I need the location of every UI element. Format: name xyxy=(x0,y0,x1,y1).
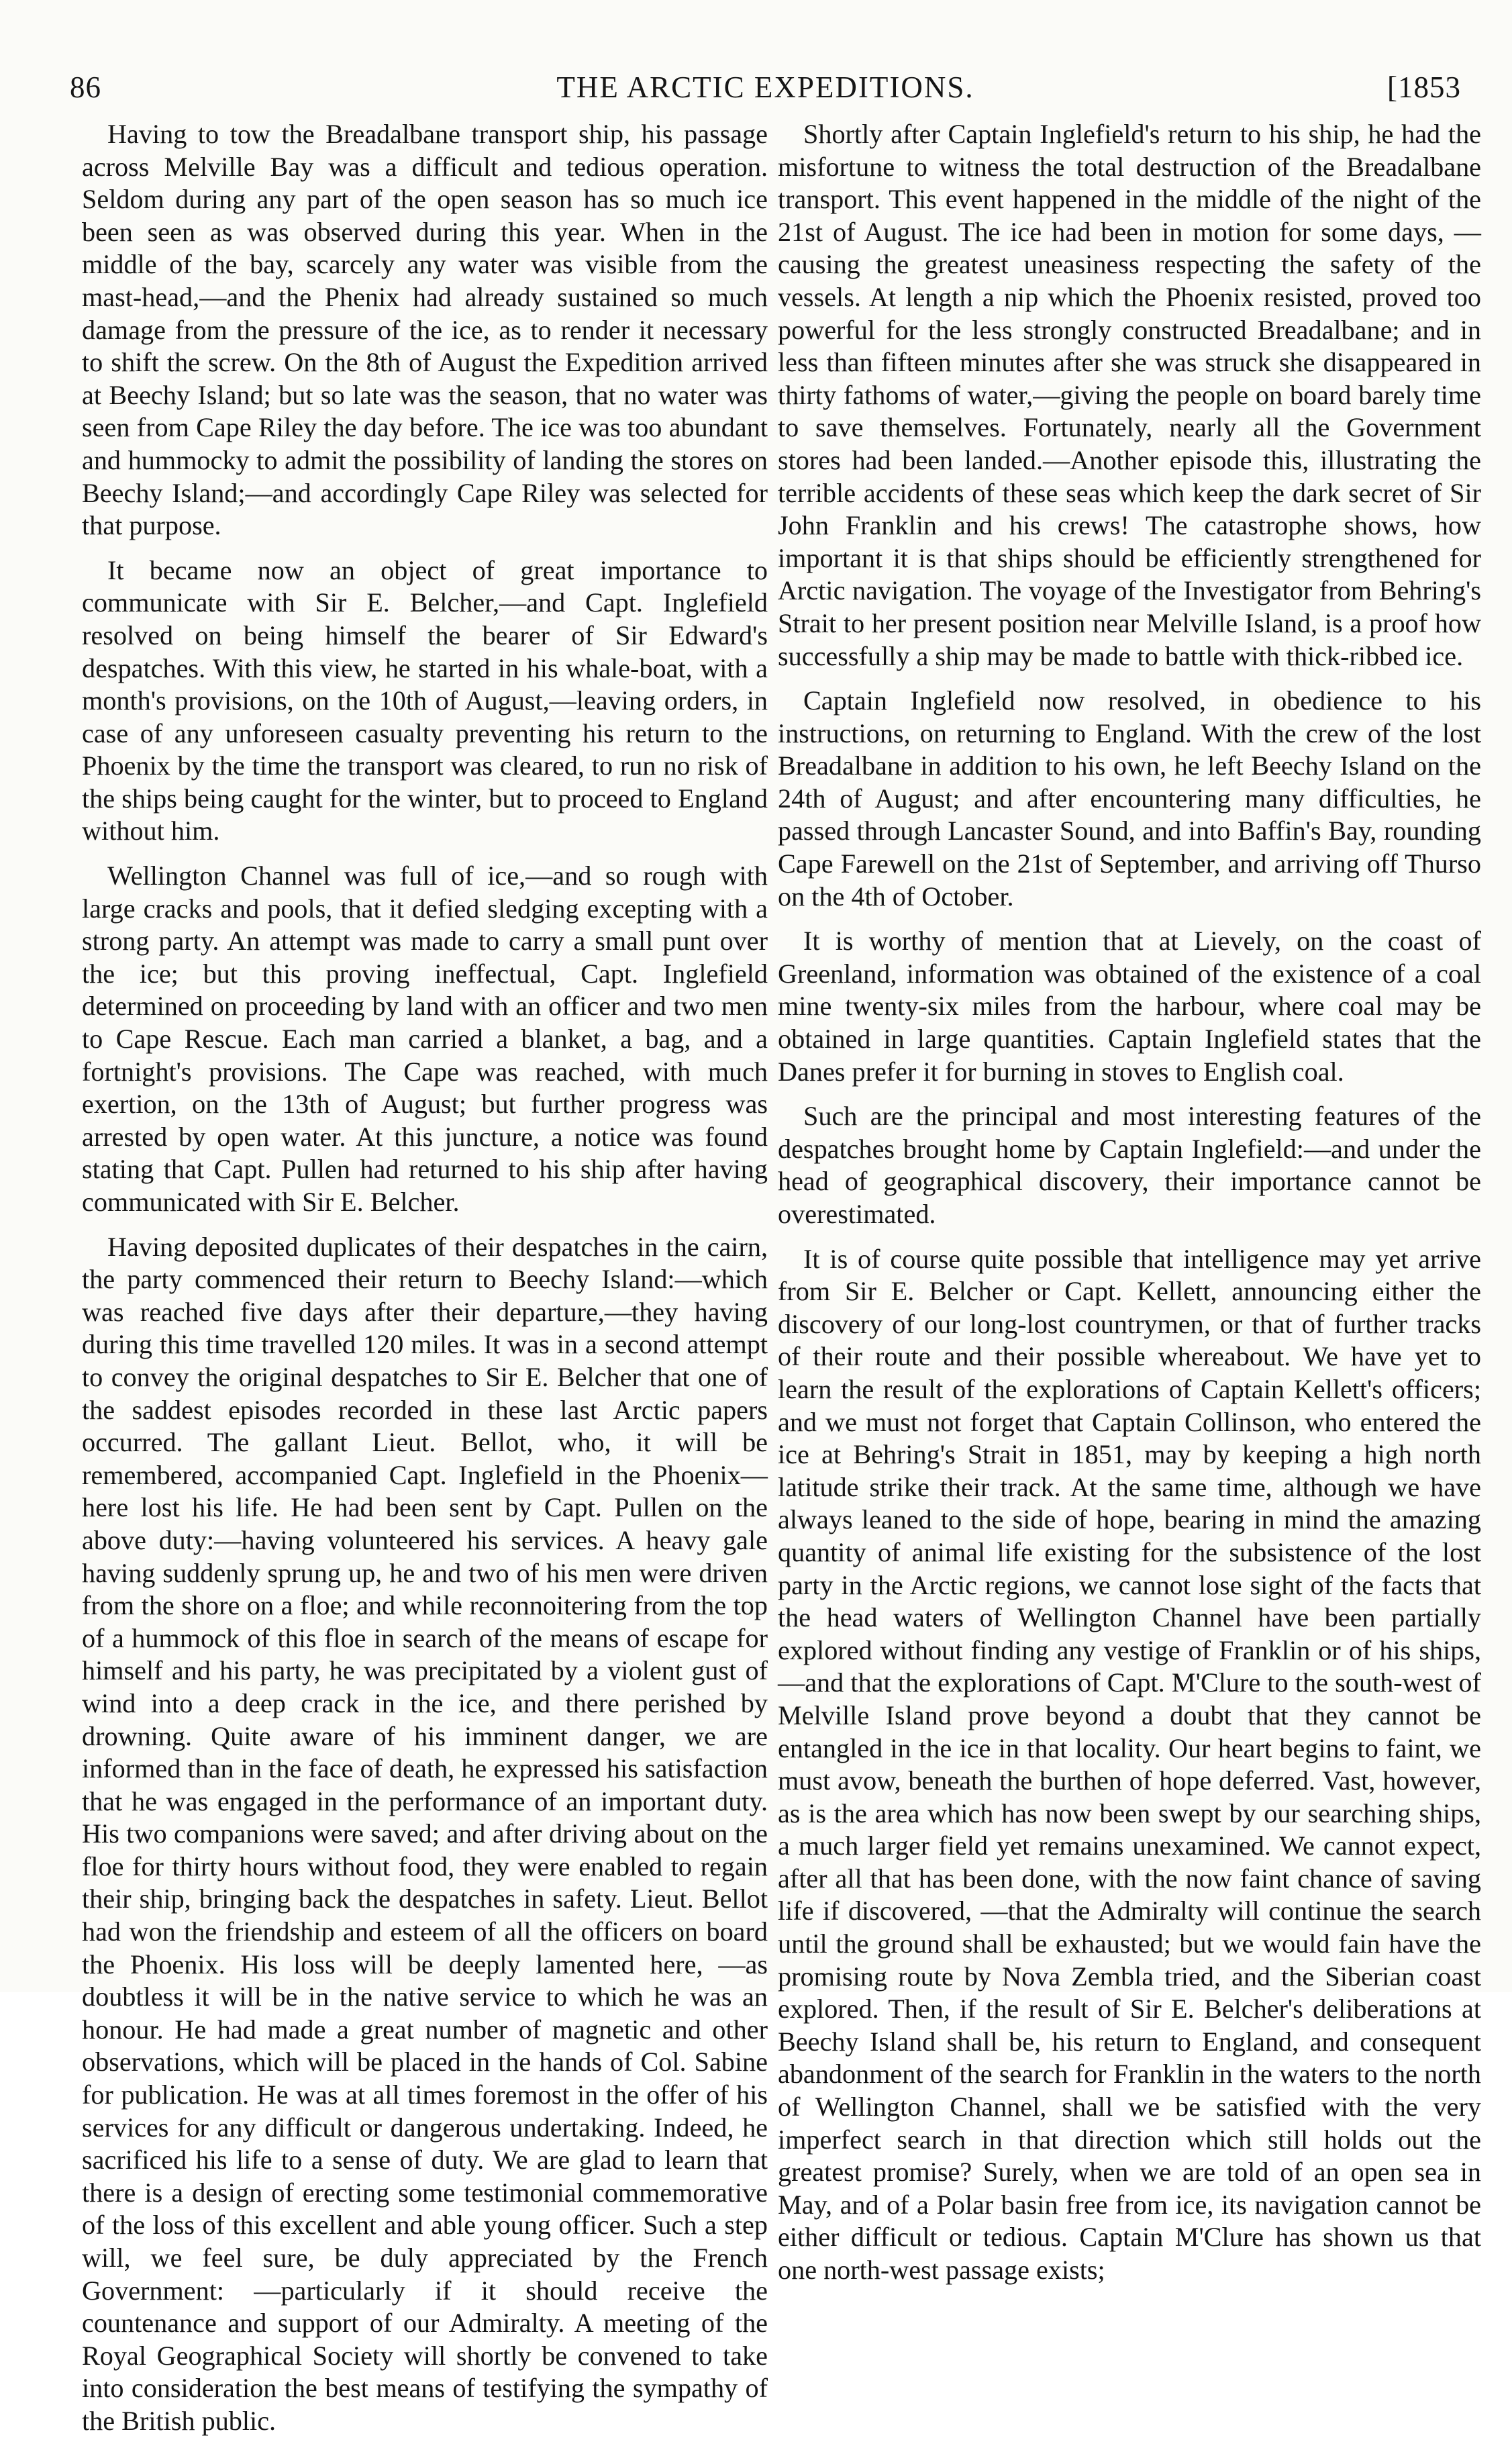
running-head xyxy=(70,70,1461,110)
paragraph-breadalbane-loss: Shortly after Captain Inglefield's return to his ship, he had the misfortune to witness the total destruction of the Breadalbane transport. This event happened in the middle of the night of the 21st of August. The ice had been in motion for some days, —causing the greatest uneasiness respecting the safety of the vessels. At length a nip which the Phoenix resisted, proved too powerful for the less strongly constructed Breadalbane; and in less than fifteen minutes after she was struck she disappeared in thirty fathoms of water,—giving the people on board barely time to save themselves. Fortunately, nearly all the Government stores had been landed.—Another episode this, illustrating the terrible accidents of these seas which keep the dark secret of Sir John Franklin and his crews! The catastrophe shows, how important it is that ships should be efficiently strengthened for Arctic navigation. The voyage of the Investigator from Behring's Strait to her present position near Melville Island, is a proof how successfully a ship may be made to battle with thick-ribbed ice. xyxy=(778,119,1481,671)
left-column xyxy=(82,118,768,2450)
paragraph-belcher-despatches: It became now an object of great importance to communicate with Sir E. Belcher,—and Capt. Inglefield resolved on being himself the bearer of Sir Edward's despatches. With this view, he started in his whale-boat, with a month's provisions, on the 10th of August,—leaving orders, in case of any unforeseen casualty preventing his return to the Phoenix by the time the transport was cleared, to run no risk of the ships being caught for the winter, but to proceed to England without him. xyxy=(82,554,768,846)
issue-year: [1853 xyxy=(1387,70,1461,104)
page-title: THE ARCTIC EXPEDITIONS. xyxy=(556,70,974,104)
paragraph-despatches-summary: Such are the principal and most interesting features of the despatches brought home by Captain Inglefield:—and under the head of geographical discovery, their importance cannot be overestimated. xyxy=(778,1101,1481,1229)
paragraph-wellington-channel: Wellington Channel was full of ice,—and so rough with large cracks and pools, that it defied sledging excepting with a strong party. An attempt was made to carry a small punt over the ice; but this proving ineffectual, Capt. Inglefield determined on proceeding by land with an officer and two men to Cape Rescue. Each man carried a blanket, a bag, and a fortnight's provisions. The Cape was reached, with much exertion, on the 13th of August; but further progress was arrested by open water. At this juncture, a notice was found stating that Capt. Pullen had returned to his ship after having communicated with Sir E. Belcher. xyxy=(82,861,768,1217)
paragraph-coal-mine: It is worthy of mention that at Lievely, on the coast of Greenland, information was obtained of the existence of a coal mine twenty-six miles from the harbour, where coal may be obtained in large quantities. Captain Inglefield states that the Danes prefer it for burning in stoves to English coal. xyxy=(778,926,1481,1087)
right-column xyxy=(778,118,1481,2299)
paragraph-future-search: It is of course quite possible that intelligence may yet arrive from Sir E. Belcher or Capt. Kellett, announcing either the discovery of our long-lost countrymen, or that of further tracks of their route and their possible whereabout. We have yet to learn the result of the explorations of Captain Kellett's officers; and we must not forget that Captain Collinson, who entered the ice at Behring's Strait in 1851, may by keeping a high north latitude strike their track. At the same time, although we have always leaned to the side of hope, bearing in mind the amazing quantity of animal life existing for the subsistence of the lost party in the Arctic regions, we cannot lose sight of the facts that the head waters of Wellington Channel have been partially explored without finding any vestige of Franklin or of his ships,—and that the explorations of Capt. M'Clure to the south-west of Melville Island prove beyond a doubt that they cannot be entangled in the ice in that locality. Our heart begins to faint, we must avow, beneath the burthen of hope deferred. Vast, however, as is the area which has now been swept by our searching ships, a much larger field yet remains unexamined. We cannot expect, after all that has been done, with the now faint chance of saving life if discovered, —that the Admiralty will continue the search until the ground shall be exhausted; but we would fain have the promising route by Nova Zembla tried, and the Siberian coast explored. Then, if the result of Sir E. Belcher's deliberations at Beechy Island shall be, his return to England, and consequent abandonment of the search for Franklin in the waters to the north of Wellington Channel, shall we be satisfied with the very imperfect search in that direction which still holds out the greatest promise? Surely, when we are told of an open sea in May, and of a Polar basin free from ice, its navigation cannot be either difficult or tedious. Captain M'Clure has shown us that one north-west passage exists; xyxy=(778,1243,1481,2285)
page-number: 86 xyxy=(70,70,101,104)
paragraph-return-england: Captain Inglefield now resolved, in obedience to his instructions, on returning to England. With the crew of the lost Breadalbane in addition to his own, he left Beechy Island on the 24th of August; and after encountering many difficulties, he passed through Lancaster Sound, and into Baffin's Bay, rounding Cape Farewell on the 21st of September, and arriving off Thurso on the 4th of October. xyxy=(778,685,1481,912)
paragraph-bellot-death: Having deposited duplicates of their despatches in the cairn, the party commenced their return to Beechy Island:—which was reached five days after their departure,—they having during this time travelled 120 miles. It was in a second attempt to convey the original despatches to Sir E. Belcher that one of the saddest episodes recorded in these last Arctic papers occurred. The gallant Lieut. Bellot, who, it will be remembered, accompanied Capt. Inglefield in the Phoenix—here lost his life. He had been sent by Capt. Pullen on the above duty:—having volunteered his services. A heavy gale having suddenly sprung up, he and two of his men were driven from the shore on a floe; and while reconnoitering from the top of a hummock of this floe in search of the means of escape for himself and his party, he was precipitated by a violent gust of wind into a deep crack in the ice, and there perished by drowning. Quite aware of his imminent danger, we are informed than in the face of death, he expressed his satisfaction that he was engaged in the performance of an important duty. His two companions were saved; and after driving about on the floe for thirty hours without food, they were enabled to regain their ship, bringing back the despatches in safety. Lieut. Bellot had won the friendship and esteem of all the officers on board the Phoenix. His loss will be deeply lamented here, —as doubtless it will be in the native service to which he was an honour. He had made a great number of magnetic and other observations, which will be placed in the hands of Col. Sabine for publication. He was at all times foremost in the offer of his services for any difficult or dangerous undertaking. Indeed, he sacrificed his life to a sense of duty. We are glad to learn that there is a design of erecting some testimonial commemorative of the loss of this excellent and able young officer. Such a step will, we feel sure, be duly appreciated by the French Government: —particularly if it should receive the countenance and support of our Admiralty. A meeting of the Royal Geographical Society will shortly be convened to take into consideration the best means of testifying the sympathy of the British public. xyxy=(82,1231,768,2436)
paragraph-melville-bay: Having to tow the Breadalbane transport ship, his passage across Melville Bay was a difficult and tedious operation. Seldom during any part of the open season has so much ice been seen as was observed during this year. When in the middle of the bay, scarcely any water was visible from the mast-head,—and the Phenix had already sustained so much damage from the pressure of the ice, as to render it necessary to shift the screw. On the 8th of August the Expedition arrived at Beechy Island; but so late was the season, that no water was seen from Cape Riley the day before. The ice was too abundant and hummocky to admit the possibility of landing the stores on Beechy Island;—and accordingly Cape Riley was selected for that purpose. xyxy=(82,119,768,541)
